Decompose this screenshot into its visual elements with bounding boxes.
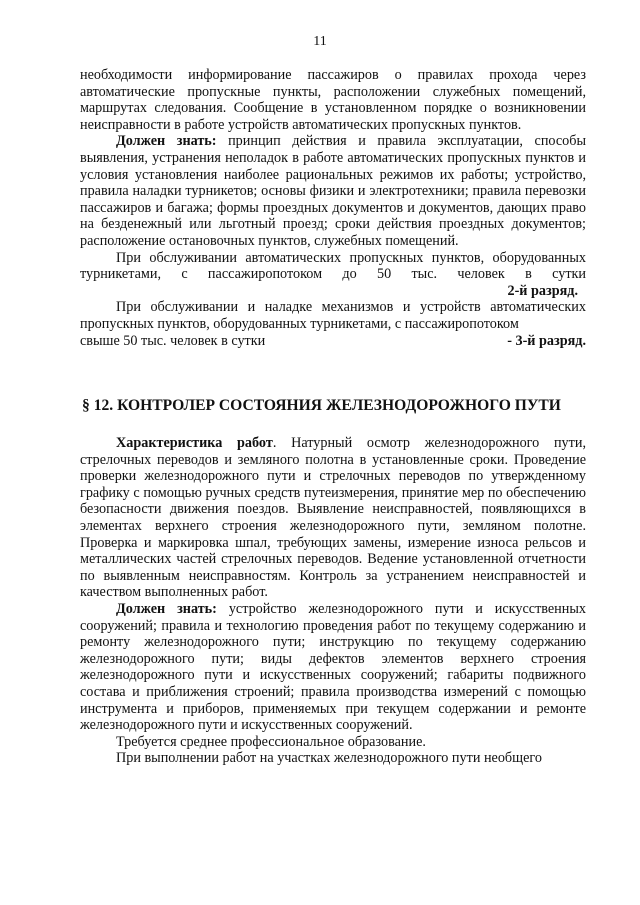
grade-3-label: - 3-й разряд. (507, 332, 586, 349)
must-know-label-1: Должен знать: (116, 133, 217, 150)
paragraph-grade-2 (80, 250, 586, 283)
characteristics-text: . Натурный осмотр железнодорожного пути, стрелочных переводов и земляного полотна в установленные сроки. Проведение проверки железнодорожного пути и стрелочных переводов по утвержденному графику с помощью ручных средств путеизмерения, принятие мер по обеспечению безопасности движения поездов. Выявление неисправностей, появляющихся в элементах верхнего строения железнодорожного пути, земляном полотне. Проверка и маркировка шпал, требующих замены, измерение износа рельсов и металлических частей стрелочных переводов. Ведение установленной отчетности по выявленным неисправностям. Контроль за устранением неисправностей и качеством выполненных работ. (80, 435, 586, 601)
grade-3-last-line: свыше 50 тыс. человек в сутки (80, 332, 266, 349)
grade-3-line (80, 333, 586, 350)
must-know-text-1: принцип действия и правила эксплуатации, способы выявления, устранения неполадок в работе автоматических пропускных пунктов и условия установления наиболее рациональных режимов их работы; устройство, правила наладки турникетов; основы физики и электротехники; правила перевозки пассажиров и багажа; формы проездных документов и документов, дающих право на безденежный или льготный проезд; сроки действия проездных документов; расположение остановочных пунктов, служебных помещений. (80, 133, 586, 249)
paragraph-education: Требуется среднее профессиональное образование. (116, 733, 426, 750)
grade-2-label: 2-й разряд. (507, 282, 578, 299)
document-body (80, 67, 586, 767)
page-number: 11 (313, 34, 327, 49)
paragraph-characteristics (80, 435, 586, 601)
paragraph-work-areas: При выполнении работ на участках железнодорожного пути необщего (116, 750, 542, 767)
paragraph-passenger-info: необходимости информирование пассажиров о правилах прохода через автоматические пропускные пункты, расположении служебных помещений, маршрутах следования. Сообщение в установленном порядке о возникновении неисправности в работе устройств автоматических пропускных пунктов. (80, 67, 586, 133)
paragraph-must-know-1 (80, 133, 586, 249)
grade-2-text: При обслуживании автоматических пропускных пунктов, оборудованных турникетами, с пассажиропотоком до 50 тыс. человек в сутки (80, 249, 586, 283)
characteristics-label: Характеристика работ (116, 435, 273, 452)
grade-3-text: При обслуживании и наладке механизмов и устройств автоматических пропускных пунктов, оборудованных турникетами, с пассажиропотоком (80, 299, 586, 332)
must-know-text-2: устройство железнодорожного пути и искусственных сооружений; правила и технологию проведения работ по текущему содержанию и ремонту железнодорожного пути; инструкцию по текущему содержанию железнодорожного пути; виды дефектов элементов верхнего строения железнодорожного пути и искусственных сооружений; габариты подвижного состава и приближения строений; правила производства измерений с помощью инструмента и приборов, применяемых при текущем содержании и ремонте железнодорожного пути и искусственных сооружений. (80, 601, 586, 734)
paragraph-grade-3 (80, 299, 586, 332)
paragraph-must-know-2 (80, 601, 586, 734)
grade-2-line (80, 283, 586, 300)
section-heading: § 12. КОНТРОЛЕР СОСТОЯНИЯ ЖЕЛЕЗНОДОРОЖНОГО ПУТИ (82, 397, 561, 415)
must-know-label-2: Должен знать: (116, 601, 217, 618)
